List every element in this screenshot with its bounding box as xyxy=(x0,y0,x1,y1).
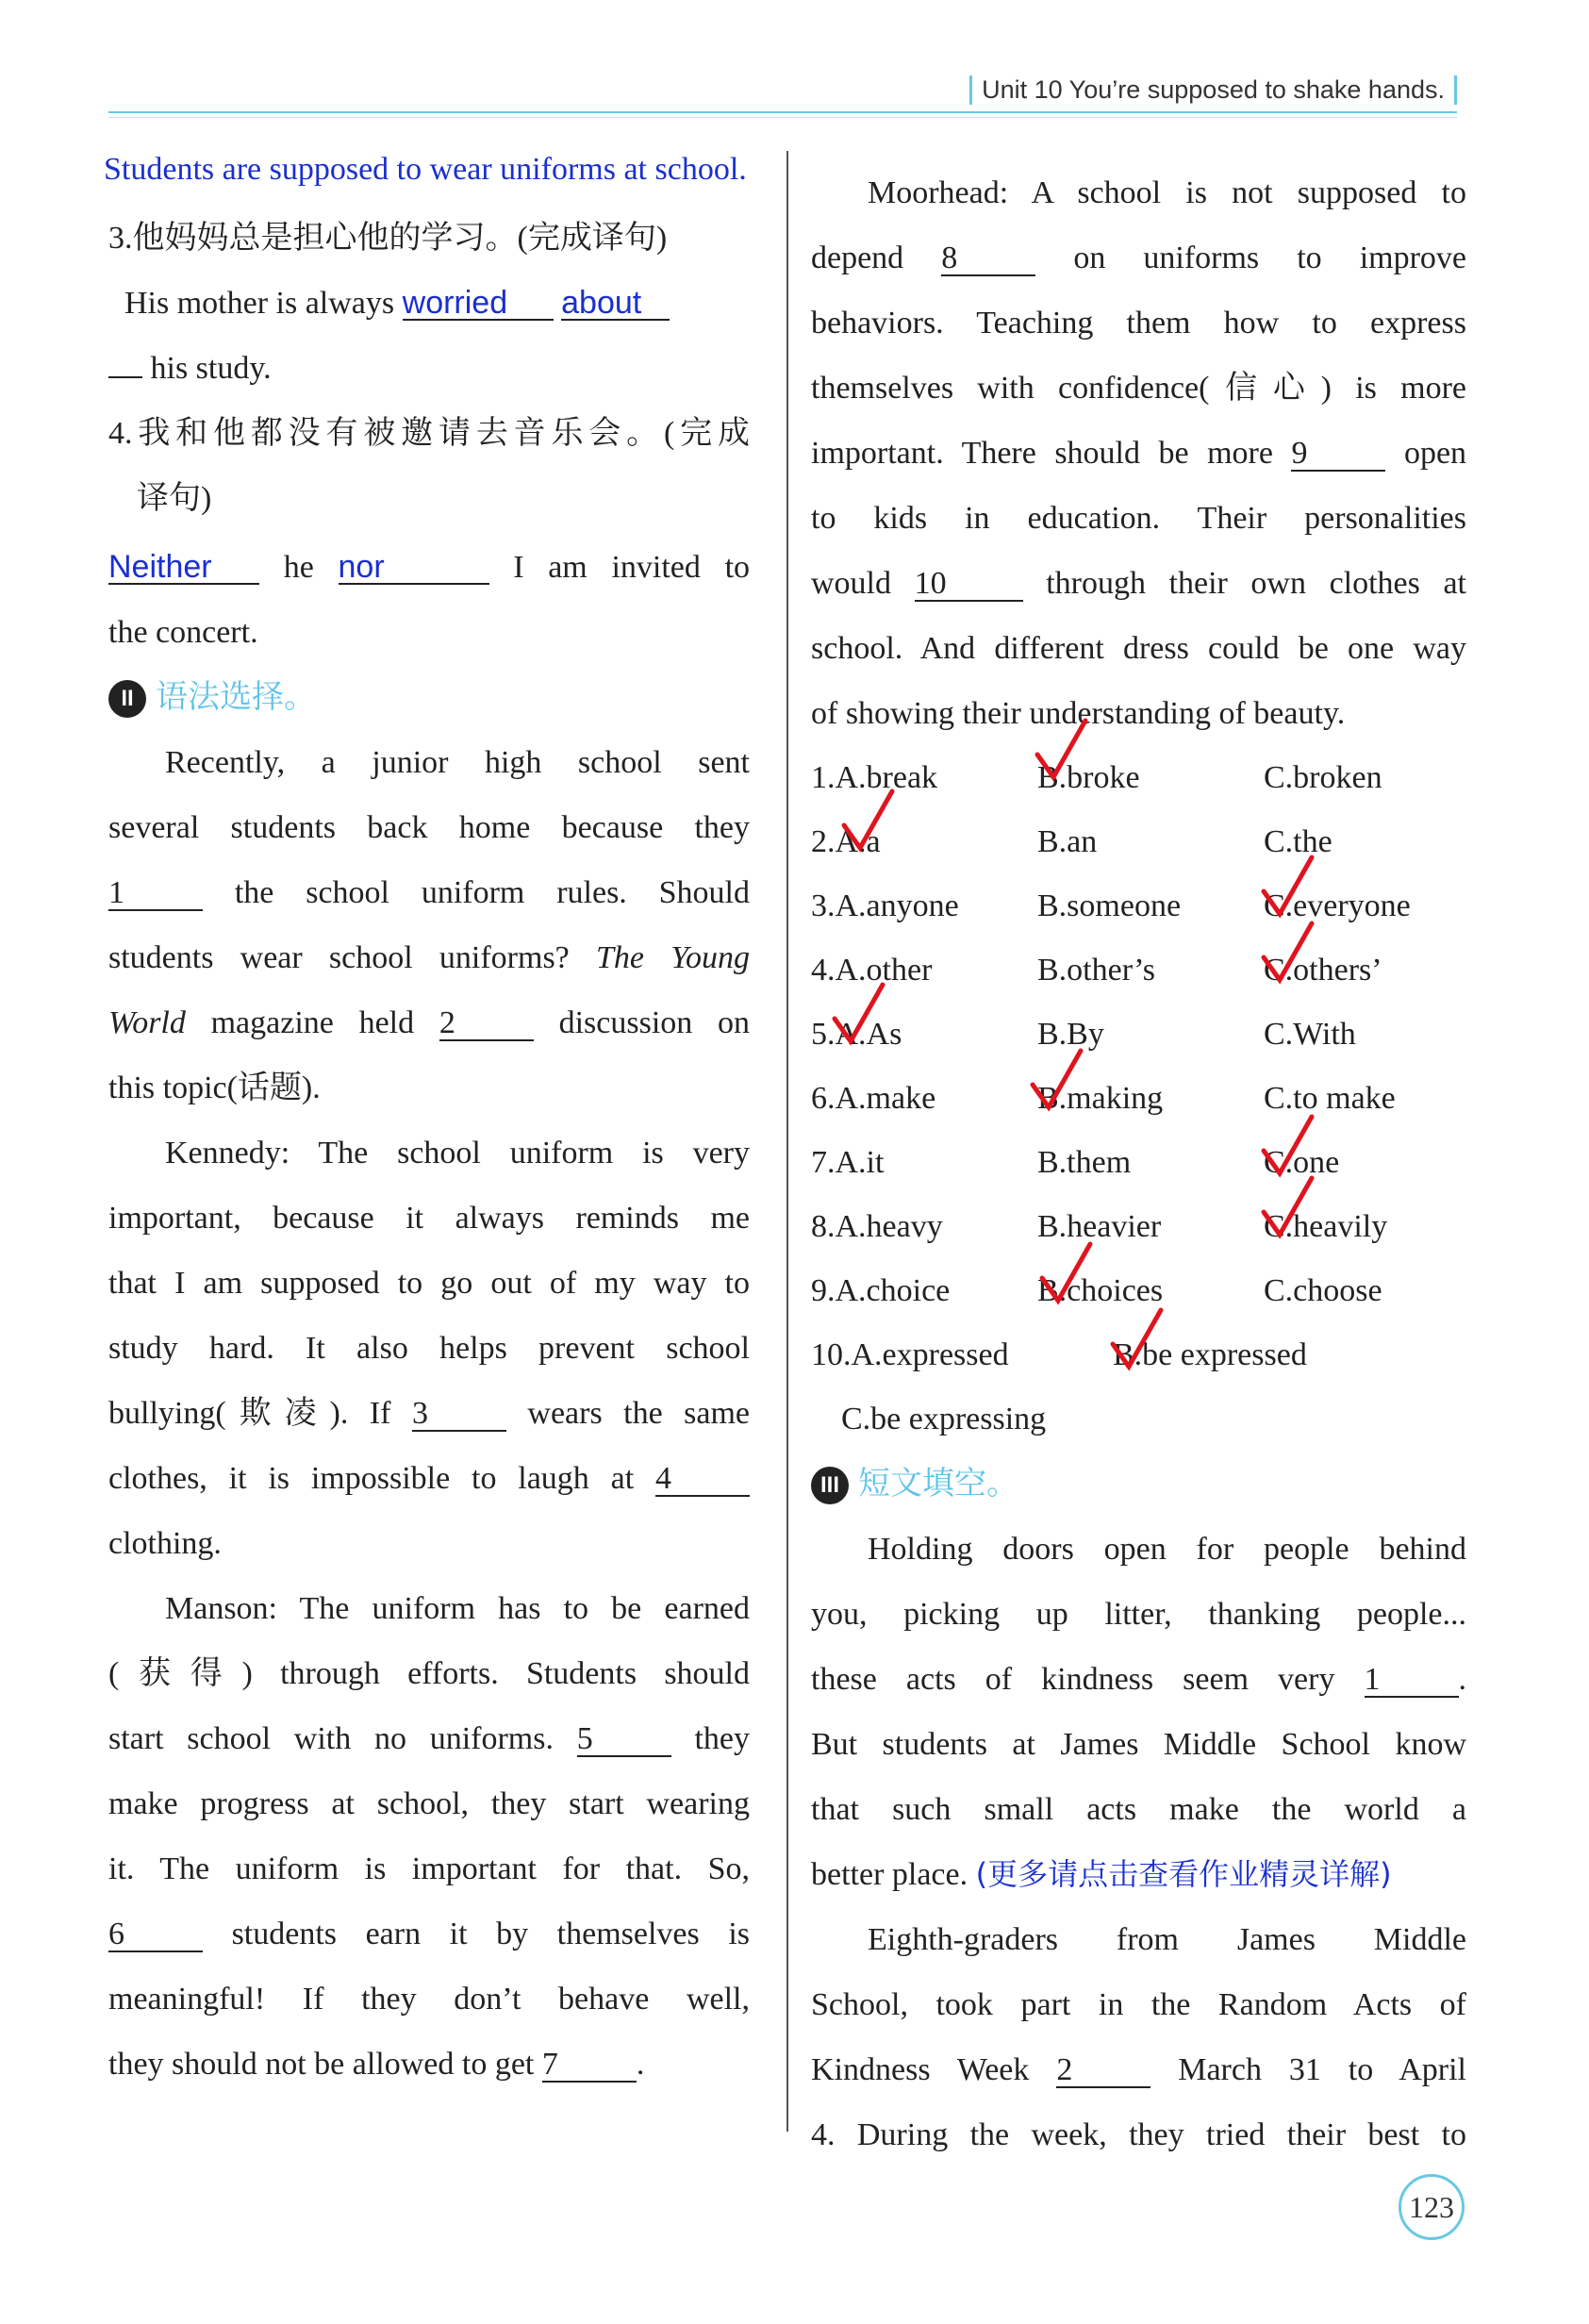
para-line: But students at James Middle School know xyxy=(811,1727,1466,1762)
left-column xyxy=(104,151,751,2097)
option-row xyxy=(811,1195,1466,1259)
option-choice[interactable]: B.heavier xyxy=(1037,1209,1162,1244)
section-2-badge: II xyxy=(108,680,146,718)
para-line: clothing. xyxy=(108,1526,222,1561)
para-line: that I am supposed to go out of my way to xyxy=(108,1266,750,1301)
q3-blank-3[interactable] xyxy=(108,376,142,378)
blank-1[interactable]: 1 xyxy=(108,877,203,911)
more-details-link[interactable]: (更多请点击查看作业精灵详解) xyxy=(975,1856,1392,1892)
check-mark-icon xyxy=(1108,1306,1165,1372)
check-mark-icon xyxy=(1037,1240,1094,1306)
unit-title: Unit 10 You’re supposed to shake hands. xyxy=(969,75,1457,105)
blank-7[interactable]: 7 xyxy=(542,2049,637,2083)
option-10a[interactable]: 10.A.expressed xyxy=(811,1337,1009,1372)
blank-6[interactable]: 6 xyxy=(108,1918,203,1952)
q3-line: His mother is always worried about xyxy=(108,271,750,336)
para-line: Kindness Week 2 March 31 to April xyxy=(811,2052,1467,2087)
header-rule xyxy=(108,111,1457,113)
para-line: themselves with confidence(信心) is more xyxy=(811,371,1466,406)
q4-blank-2[interactable]: nor xyxy=(339,551,489,585)
option-choice[interactable]: 6.A.make xyxy=(811,1081,936,1116)
check-mark-icon xyxy=(1033,717,1089,783)
para-line: School, took part in the Random Acts of xyxy=(811,1987,1466,2022)
column-divider xyxy=(786,151,788,2132)
blank-9[interactable]: 9 xyxy=(1291,438,1385,472)
blank-s1[interactable]: 1 xyxy=(1365,1664,1459,1698)
handwritten-answer: Students are supposed to wear uniforms at school. xyxy=(104,152,747,187)
option-choice[interactable]: 9.A.choice xyxy=(811,1273,951,1308)
option-choice[interactable]: B.other’s xyxy=(1037,953,1155,988)
check-mark-icon xyxy=(830,981,886,1047)
header-rule-thin xyxy=(108,117,1457,118)
para-line: bullying(欺凌). If 3 wears the same xyxy=(108,1396,751,1431)
para-line: Kennedy: The school uniform is very xyxy=(165,1136,750,1170)
q3-blank-1[interactable]: worried xyxy=(403,287,554,321)
option-choice[interactable]: B.broke xyxy=(1037,760,1140,795)
blank-4[interactable]: 4 xyxy=(655,1463,750,1497)
page-header xyxy=(108,75,1457,113)
option-10c[interactable]: C.be expressing xyxy=(841,1402,1047,1436)
para-line: Recently, a junior high school sent xyxy=(165,745,750,780)
para-line: clothes, it is impossible to laugh at 4 xyxy=(108,1446,750,1511)
option-choice[interactable]: C.broken xyxy=(1264,760,1382,795)
q4-prompt: 4.我和他都没有被邀请去音乐会。(完成 xyxy=(108,416,750,451)
q3-blank-2[interactable]: about xyxy=(561,287,670,321)
blank-8[interactable]: 8 xyxy=(941,242,1035,276)
option-10b[interactable]: B.be expressed xyxy=(1113,1337,1307,1372)
section-3-heading: III 短文填空。 xyxy=(811,1452,1466,1517)
para-line: make progress at school, they start wearing xyxy=(108,1786,750,1821)
para-line: 6 students earn it by themselves is xyxy=(108,1917,750,1951)
option-choice[interactable]: 2.A.a xyxy=(811,824,881,859)
para-line: of showing their understanding of beauty. xyxy=(811,696,1346,731)
para-line: you, picking up litter, thanking people... xyxy=(811,1597,1466,1632)
page-number: 123 xyxy=(1399,2174,1465,2240)
check-mark-icon xyxy=(1028,1047,1084,1113)
option-choice[interactable]: C.the xyxy=(1264,824,1332,859)
right-column xyxy=(811,160,1466,2167)
option-choice[interactable]: B.making xyxy=(1037,1081,1164,1116)
para-line: important, because it always reminds me xyxy=(108,1201,750,1236)
para-line: to kids in education. Their personalities xyxy=(811,501,1466,536)
option-choice[interactable]: 7.A.it xyxy=(811,1145,885,1180)
option-choice[interactable]: 5.A.As xyxy=(811,1017,902,1052)
para-line: World magazine held 2 discussion on xyxy=(108,1005,751,1040)
para-line: better place. (更多请点击查看作业精灵详解) xyxy=(811,1856,1392,1892)
para-line: important. There should be more 9 open xyxy=(811,436,1467,471)
option-choice[interactable]: C.everyone xyxy=(1264,888,1411,923)
para-line: 1 the school uniform rules. Should xyxy=(108,875,750,910)
options-list xyxy=(811,746,1466,1323)
blank-2[interactable]: 2 xyxy=(439,1007,534,1041)
option-choice[interactable]: B.an xyxy=(1037,824,1098,859)
para-line: meaningful! If they don’t behave well, xyxy=(108,1982,750,2017)
q3-prompt: 3.他妈妈总是担心他的学习。(完成译句) xyxy=(108,221,668,256)
option-choice[interactable]: C.one xyxy=(1264,1145,1340,1180)
blank-5[interactable]: 5 xyxy=(577,1723,671,1757)
check-mark-icon xyxy=(1259,1174,1316,1240)
blank-10[interactable]: 10 xyxy=(915,568,1023,602)
option-choice[interactable]: C.heavily xyxy=(1264,1209,1388,1244)
para-line: depend 8 on uniforms to improve xyxy=(811,241,1467,275)
check-mark-icon xyxy=(1259,854,1316,920)
para-line: 4. During the week, they tried their best to xyxy=(811,2117,1466,2152)
option-choice[interactable]: 4.A.other xyxy=(811,953,933,988)
para-line: (获得) through efforts. Students should xyxy=(108,1656,750,1691)
option-row xyxy=(811,874,1466,938)
option-choice[interactable]: C.With xyxy=(1264,1017,1356,1052)
option-row xyxy=(811,938,1466,1003)
section-3-badge: III xyxy=(811,1467,849,1504)
para-line: Moorhead: A school is not supposed to xyxy=(868,175,1466,210)
para-line: that such small acts make the world a xyxy=(811,1792,1466,1827)
option-choice[interactable]: B.By xyxy=(1037,1017,1104,1052)
para-line: it. The uniform is important for that. So, xyxy=(108,1851,750,1886)
option-choice[interactable]: B.them xyxy=(1037,1145,1132,1180)
para-line: Holding doors open for people behind xyxy=(868,1532,1466,1567)
option-choice[interactable]: 8.A.heavy xyxy=(811,1209,943,1244)
q4-line: Neither he nor I am invited to xyxy=(108,549,751,585)
option-choice[interactable]: B.choices xyxy=(1037,1273,1164,1308)
para-line: they should not be allowed to get 7 . xyxy=(108,2047,645,2082)
check-mark-icon xyxy=(1259,920,1316,986)
option-row xyxy=(811,746,1466,810)
para-line: Eighth-graders from James Middle xyxy=(868,1922,1466,1957)
q4-blank-1[interactable]: Neither xyxy=(108,551,259,585)
option-choice[interactable]: C.to make xyxy=(1264,1081,1396,1116)
blank-3[interactable]: 3 xyxy=(412,1398,506,1432)
para-line: students wear school uniforms? The Young xyxy=(108,940,750,975)
option-row xyxy=(811,1003,1466,1067)
para-line: school. And different dress could be one way xyxy=(811,631,1466,666)
q4-prompt-2: 译句) xyxy=(137,481,212,516)
para-line: these acts of kindness seem very 1 . xyxy=(811,1662,1466,1697)
para-line: this topic(话题). xyxy=(108,1071,321,1105)
option-row xyxy=(811,810,1466,874)
para-line: start school with no uniforms. 5 they xyxy=(108,1721,751,1756)
check-mark-icon xyxy=(839,788,896,854)
q3-line-2: his study. xyxy=(108,336,750,401)
option-choice[interactable]: C.choose xyxy=(1264,1273,1382,1308)
blank-s2[interactable]: 2 xyxy=(1056,2054,1150,2088)
option-choice[interactable]: C.others’ xyxy=(1264,953,1382,988)
section-2-heading: II 语法选择。 xyxy=(108,665,750,730)
para-line: would 10 through their own clothes at xyxy=(811,566,1467,601)
para-line: Manson: The uniform has to be earned xyxy=(165,1591,750,1626)
option-choice[interactable]: B.someone xyxy=(1037,888,1182,923)
para-line: study hard. It also helps prevent school xyxy=(108,1331,750,1366)
para-line: behaviors. Teaching them how to express xyxy=(811,306,1466,340)
option-choice[interactable]: 3.A.anyone xyxy=(811,888,959,923)
check-mark-icon xyxy=(1259,1113,1316,1179)
option-row xyxy=(811,1067,1466,1131)
option-row xyxy=(811,1131,1466,1195)
para-line: several students back home because they xyxy=(108,810,750,845)
q4-line-2: the concert. xyxy=(108,615,258,650)
option-choice[interactable]: 1.A.break xyxy=(811,760,938,795)
